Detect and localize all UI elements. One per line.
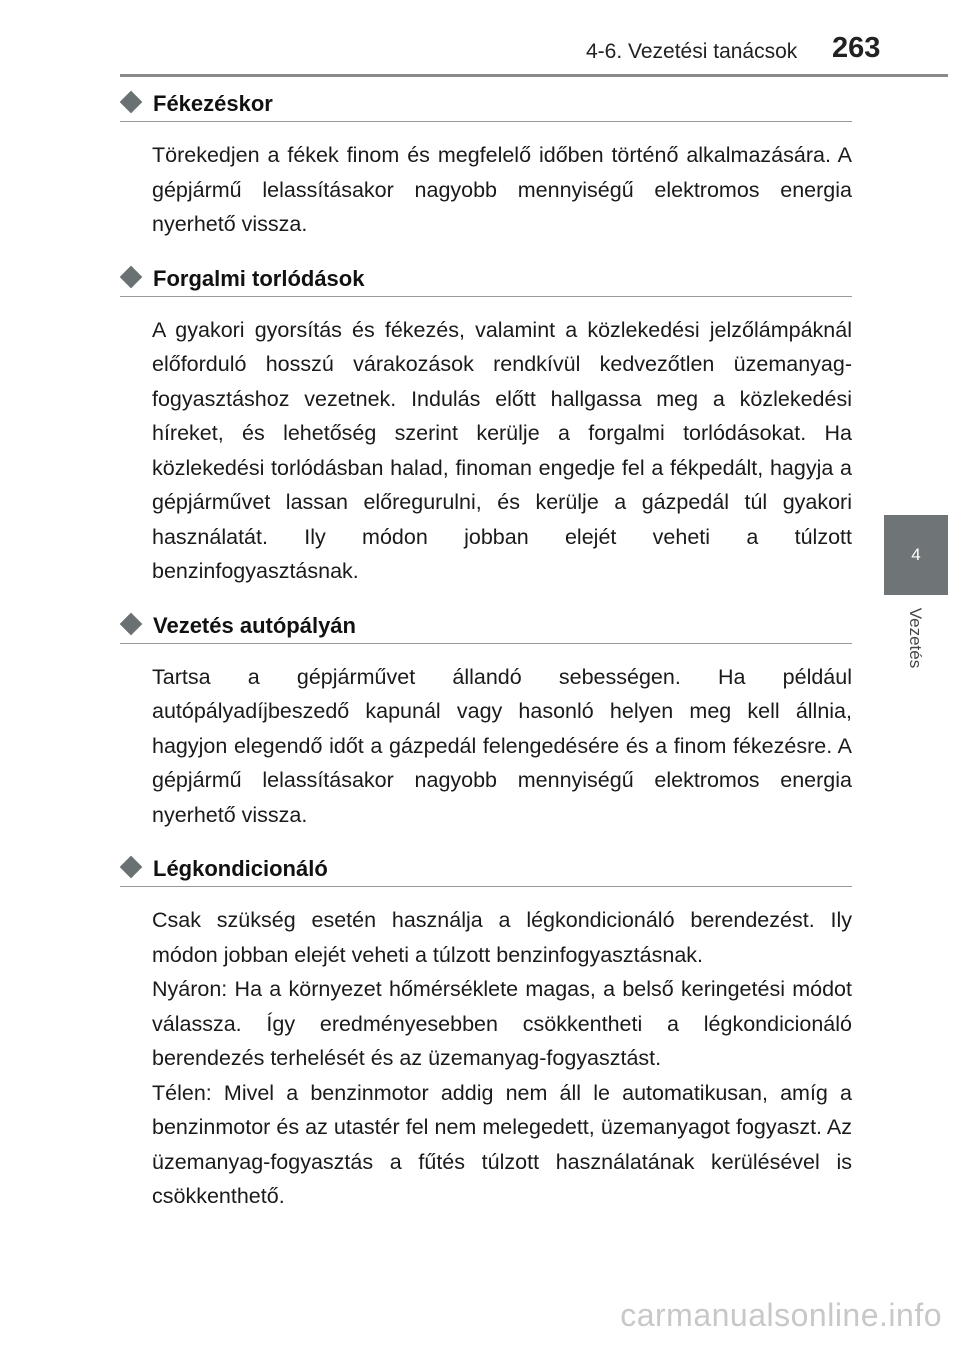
section-paragraph: A gyakori gyorsítás és fékezés, valamint a közlekedési jelzőlámpáknál előforduló hosszú várakozások rendkívül kedvezőtlen üzemanyag-fogyasztáshoz vezetnek. Indulás előtt hallgassa meg a közlekedési híreket, és lehetőség szerint kerülje a forgalmi torlódásokat. Ha közlekedési torlódásban halad, finoman engedje fel a fékpedált, hagyja a gépjárművet lassan előregurulni, és kerülje a gázpedál túl gyakori használatát. Ily módon jobban elejét veheti a túlzott benzinfogyasztásnak.	[152, 317, 852, 583]
section-paragraph: Tartsa a gépjárművet állandó sebességen. Ha például autópályadíjbeszedő kapunál vagy hasonló helyen meg kell állnia, hagyjon elegendő időt a gázpedál felengedésére és a finom fékezésre. A gépjármű lelassításakor nagyobb mennyiségű elektromos energia nyerhető vissza.	[152, 664, 852, 827]
page-content	[120, 85, 852, 1214]
section-paragraph: Csak szükség esetén használja a légkondicionáló berendezést. Ily módon jobban elejét veheti a túlzott benzinfogyasztásnak.	[152, 908, 852, 967]
diamond-bullet-icon	[120, 612, 143, 635]
section-heading	[120, 607, 852, 644]
section-title: Légkondicionáló	[153, 856, 328, 881]
diamond-bullet-icon	[120, 856, 143, 879]
section-title: Vezetés autópályán	[153, 612, 356, 638]
running-header-title: 4-6. Vezetési tanácsok	[586, 40, 798, 63]
section-legkondicionalo	[120, 850, 852, 1214]
chapter-label-text: Vezetés	[906, 607, 925, 669]
chapter-number: 4	[911, 545, 921, 564]
header-divider	[120, 74, 948, 77]
section-paragraph: Törekedjen a fékek finom és megfelelő időben történő alkalmazására. A gépjármű lelassításakor nagyobb mennyiségű elektromos energia nyerhető vissza.	[152, 143, 852, 236]
watermark-text: carmanualsonline.info	[620, 1297, 942, 1333]
section-heading	[120, 85, 852, 122]
diamond-bullet-icon	[120, 91, 143, 114]
section-heading	[120, 260, 852, 297]
page-number: 263	[832, 32, 881, 64]
section-forgalmi-torlodasok	[120, 260, 852, 589]
section-paragraph: Nyáron: Ha a környezet hőmérséklete magas, a belső keringetési módot válassza. Így eredményesebben csökkentheti a légkondicionáló berendezés terhelését és az üzemanyag-fogyasztást.	[152, 977, 852, 1070]
diamond-bullet-icon	[120, 265, 143, 288]
section-title: Fékezéskor	[153, 91, 273, 116]
chapter-side-label	[890, 600, 940, 680]
section-vezetes-autopalyan	[120, 607, 852, 833]
section-heading	[120, 850, 852, 887]
chapter-tab	[884, 515, 948, 595]
section-fekezeskor	[120, 85, 852, 242]
section-paragraph: Télen: Mivel a benzinmotor addig nem áll le automatikusan, amíg a benzinmotor és az utastér fel nem melegedett, üzemanyagot fogyaszt. Az üzemanyag-fogyasztás a fűtés túlzott használatának kerülésével is csökkenthető.	[152, 1080, 852, 1208]
section-title: Forgalmi torlódások	[153, 265, 365, 291]
